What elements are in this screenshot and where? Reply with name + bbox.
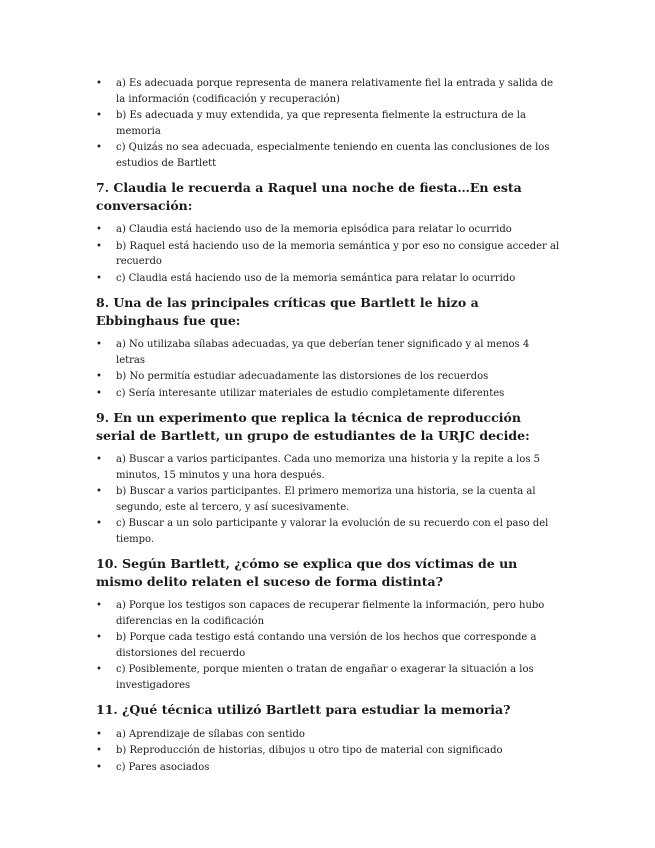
bullet-icon: • bbox=[96, 728, 102, 740]
option-list bbox=[96, 337, 561, 401]
answer-option-text: b) Reproducción de historias, dibujos u otro tipo de material con significado bbox=[116, 745, 503, 756]
question-block bbox=[96, 409, 561, 547]
answer-option bbox=[96, 271, 561, 287]
answer-option bbox=[96, 727, 561, 743]
question-block bbox=[96, 701, 561, 775]
option-list bbox=[96, 598, 561, 693]
answer-option-text: a) Claudia está haciendo uso de la memoria episódica para relatar lo ocurrido bbox=[116, 224, 512, 235]
bullet-icon: • bbox=[96, 272, 102, 284]
answer-option bbox=[96, 630, 561, 661]
bullet-icon: • bbox=[96, 518, 102, 529]
answer-option bbox=[96, 452, 561, 483]
answer-option bbox=[96, 222, 561, 238]
question-list bbox=[96, 179, 561, 775]
answer-option-text: c) Pares asociados bbox=[116, 761, 210, 773]
bullet-icon: • bbox=[96, 454, 102, 465]
answer-option bbox=[96, 369, 561, 385]
answer-option bbox=[96, 743, 561, 759]
answer-option-text: c) Posiblemente, porque mienten o tratan de engañar o exagerar la situación a los investigadores bbox=[116, 664, 534, 691]
question-title: 9. En un experimento que replica la técnica de reproducción serial de Bartlett, un grupo de estudiantes de la URJC decide: bbox=[96, 410, 530, 443]
answer-option-text: a) No utilizaba sílabas adecuadas, ya que deberían tener significado y al menos 4 letras bbox=[116, 339, 530, 366]
bullet-icon: • bbox=[96, 339, 102, 350]
answer-option-text: c) Sería interesante utilizar materiales de estudio completamente diferentes bbox=[116, 387, 505, 399]
bullet-icon: • bbox=[96, 745, 102, 756]
document-page bbox=[96, 76, 561, 776]
bullet-icon: • bbox=[96, 600, 102, 611]
question-title: 11. ¿Qué técnica utilizó Bartlett para estudiar la memoria? bbox=[96, 702, 511, 717]
option-list bbox=[96, 727, 561, 776]
answer-option bbox=[96, 140, 561, 171]
bullet-icon: • bbox=[96, 761, 102, 773]
bullet-icon: • bbox=[96, 664, 102, 675]
answer-option-text: a) Porque los testigos son capaces de recuperar fielmente la información, pero hubo diferencias en la codificación bbox=[116, 600, 545, 627]
answer-option-text: b) Porque cada testigo está contando una versión de los hechos que corresponde a distorsiones del recuerdo bbox=[116, 632, 537, 659]
answer-option bbox=[96, 484, 561, 515]
bullet-icon: • bbox=[96, 78, 102, 89]
answer-option-text: a) Es adecuada porque representa de manera relativamente fiel la entrada y salida de la información (codificación y recuperación) bbox=[116, 78, 554, 105]
bullet-icon: • bbox=[96, 486, 102, 497]
answer-option bbox=[96, 76, 561, 107]
answer-option-text: b) Raquel está haciendo uso de la memoria semántica y por eso no consigue acceder al recuerdo bbox=[116, 240, 560, 267]
answer-option bbox=[96, 337, 561, 368]
bullet-icon: • bbox=[96, 371, 102, 382]
answer-option-text: c) Buscar a un solo participante y valorar la evolución de su recuerdo con el paso del tiempo. bbox=[116, 518, 549, 545]
answer-option bbox=[96, 598, 561, 629]
option-list bbox=[96, 222, 561, 286]
answer-option-text: a) Aprendizaje de sílabas con sentido bbox=[116, 728, 305, 740]
leading-option-list bbox=[96, 76, 561, 171]
bullet-icon: • bbox=[96, 110, 102, 121]
answer-option-text: a) Buscar a varios participantes. Cada uno memoriza una historia y la repite a los 5 minutos, 15 minutos y una hora después. bbox=[116, 454, 541, 481]
answer-option bbox=[96, 386, 561, 402]
answer-option bbox=[96, 516, 561, 547]
option-list bbox=[96, 452, 561, 547]
answer-option-text: b) Es adecuada y muy extendida, ya que representa fielmente la estructura de la memoria bbox=[116, 110, 526, 137]
question-block bbox=[96, 179, 561, 286]
answer-option bbox=[96, 108, 561, 139]
question-block bbox=[96, 294, 561, 401]
answer-option bbox=[96, 760, 561, 776]
question-title: 10. Según Bartlett, ¿cómo se explica que dos víctimas de un mismo delito relaten el suceso de forma distinta? bbox=[96, 556, 518, 589]
answer-option-text: c) Quizás no sea adecuada, especialmente teniendo en cuenta las conclusiones de los estudios de Bartlett bbox=[116, 142, 550, 169]
question-block bbox=[96, 555, 561, 693]
answer-option bbox=[96, 662, 561, 693]
answer-option-text: b) Buscar a varios participantes. El primero memoriza una historia, se la cuenta al segundo, este al tercero, y así sucesivamente. bbox=[116, 486, 536, 513]
question-title: 8. Una de las principales críticas que Bartlett le hizo a Ebbinghaus fue que: bbox=[96, 295, 479, 328]
bullet-icon: • bbox=[96, 240, 102, 252]
bullet-icon: • bbox=[96, 224, 102, 235]
bullet-icon: • bbox=[96, 387, 102, 399]
question-title: 7. Claudia le recuerda a Raquel una noche de fiesta…En esta conversación: bbox=[96, 180, 522, 213]
bullet-icon: • bbox=[96, 142, 102, 153]
answer-option bbox=[96, 239, 561, 270]
answer-option-text: b) No permitía estudiar adecuadamente las distorsiones de los recuerdos bbox=[116, 371, 489, 382]
bullet-icon: • bbox=[96, 632, 102, 643]
answer-option-text: c) Claudia está haciendo uso de la memoria semántica para relatar lo ocurrido bbox=[116, 272, 516, 284]
